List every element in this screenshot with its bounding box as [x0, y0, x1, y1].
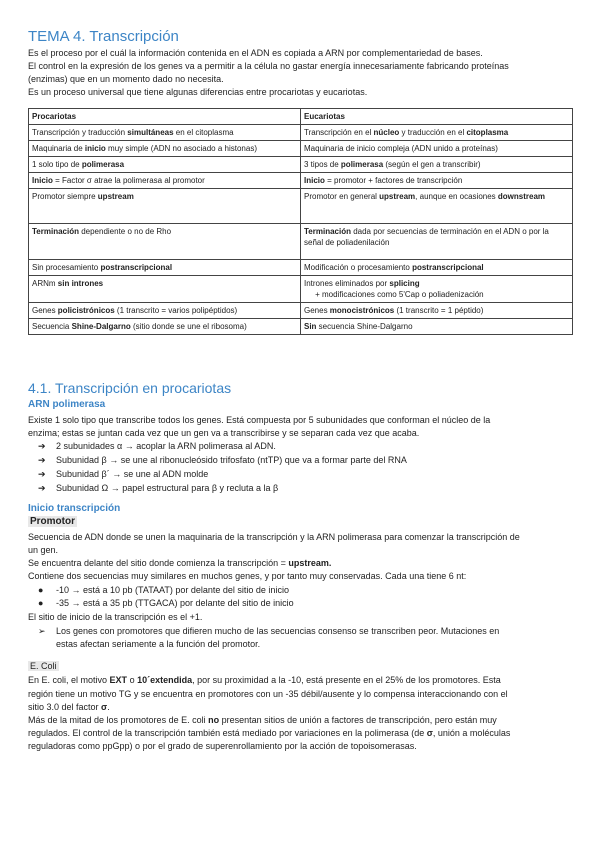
table-row: [29, 319, 573, 335]
table-row: [29, 260, 573, 276]
cell-procariotas: Inicio = Factor σ atrae la polimerasa al promotor: [29, 173, 301, 189]
intro-line-2: El control en la expresión de los genes va a permitir a la célula no gastar energía innecesariamente fabricando proteínas: [28, 61, 509, 71]
note-item: ➢ Los genes con promotores que difieren mucho de las secuencias consenso se transcriben peor. Mutaciones en: [38, 626, 500, 636]
cell-procariotas: Sin procesamiento postranscripcional: [29, 260, 301, 276]
cell-eucariotas: Intrones eliminados por splicing + modificaciones como 5'Cap o poliadenización: [301, 276, 573, 303]
arrow-bullet-icon: ➔: [38, 469, 46, 479]
cell-eucariotas: Promotor en general upstream, aunque en ocasiones downstream: [301, 189, 573, 224]
intro-line-3: (enzimas) que en un momento dado no necesita.: [28, 74, 224, 84]
table-row: [29, 125, 573, 141]
table-header-row: [29, 109, 573, 125]
cell-eucariotas: Transcripción en el núcleo y traducción en el citoplasma: [301, 125, 573, 141]
promotor-heading: Promotor: [30, 516, 75, 527]
arrow-bullet-icon: ➔: [38, 455, 46, 465]
intro-line-1: Es el proceso por el cuál la información contenida en el ADN es copiada a ARN por complementariedad de bases.: [28, 48, 483, 58]
note-item-continuation: estas afectan seriamente a la función del promotor.: [56, 639, 261, 649]
cell-procariotas: Genes policistrónicos (1 transcrito = varios polipéptidos): [29, 303, 301, 319]
cell-procariotas: 1 solo tipo de polimerasa: [29, 157, 301, 173]
promotor-line-3: Se encuentra delante del sitio donde comienza la transcripción = upstream.: [28, 558, 332, 568]
table-row: [29, 157, 573, 173]
list-item: ➔ Subunidad β → se une al ribonucleósido trifosfato (ntTP) que va a formar parte del RNA: [38, 455, 407, 465]
promotor-line-2: un gen.: [28, 545, 59, 555]
table-row: [29, 276, 573, 303]
arrow-bullet-icon: ➔: [38, 441, 46, 451]
cell-eucariotas: Genes monocistrónicos (1 transcrito = 1 péptido): [301, 303, 573, 319]
cell-eucariotas: Terminación dada por secuencias de terminación en el ADN o por la señal de poliadenilación: [301, 224, 573, 260]
ecoli-line-6: reguladoras como ppGpp) o por el grado de superenrollamiento por la acción de topoisomerasas.: [28, 741, 417, 751]
ecoli-heading: E. Coli: [30, 661, 57, 671]
cell-procariotas: Transcripción y traducción simultáneas en el citoplasma: [29, 125, 301, 141]
table-row: [29, 189, 573, 224]
table-row: [29, 141, 573, 157]
inicio-transcripcion-heading: Inicio transcripción: [28, 503, 121, 514]
list-item: ➔ 2 subunidades α → acoplar la ARN polimerasa al ADN.: [38, 441, 276, 451]
arrow-bullet-icon: ➔: [38, 483, 46, 493]
list-item: ➔ Subunidad β´ → se une al ADN molde: [38, 469, 209, 479]
sitio-inicio-line: El sitio de inicio de la transcripción es el +1.: [28, 612, 203, 622]
arn-paragraph-line-1: Existe 1 solo tipo que transcribe todos los genes. Está compuesta por 5 subunidades que conforman el núcleo de la: [28, 415, 491, 425]
header-eucariotas: Eucariotas: [301, 109, 573, 125]
promotor-line-1: Secuencia de ADN donde se unen la maquinaria de la transcripción y la ARN polimerasa para comenzar la transcripción de: [28, 532, 520, 542]
ecoli-line-4: Más de la mitad de los promotores de E. coli no presentan sitios de unión a factores de transcripción, pero están muy: [28, 715, 497, 725]
bullet-dot-icon: ●: [38, 585, 44, 595]
table-row: [29, 224, 573, 260]
header-procariotas: Procariotas: [29, 109, 301, 125]
cell-eucariotas: 3 tipos de polimerasa (según el gen a transcribir): [301, 157, 573, 173]
cell-eucariotas: Inicio = promotor + factores de transcripción: [301, 173, 573, 189]
ecoli-line-3: sitio 3.0 del factor σ.: [28, 702, 110, 712]
ecoli-line-2: región tiene un motivo TG y se encuentra en promotores con un -35 débil/ausente y lo compensa interaccionando con el: [28, 689, 508, 699]
cell-eucariotas: Modificación o procesamiento postranscripcional: [301, 260, 573, 276]
cell-eucariotas: Maquinaria de inicio compleja (ADN unido a proteínas): [301, 141, 573, 157]
cell-procariotas: Maquinaria de inicio muy simple (ADN no asociado a histonas): [29, 141, 301, 157]
cell-procariotas: Secuencia Shine-Dalgarno (sitio donde se une el ribosoma): [29, 319, 301, 335]
cell-procariotas: Terminación dependiente o no de Rho: [29, 224, 301, 260]
table-row: [29, 173, 573, 189]
table-row: [29, 303, 573, 319]
page-title: TEMA 4. Transcripción: [28, 28, 179, 45]
ecoli-line-1: En E. coli, el motivo EXT o 10´extendida, por su proximidad a la -10, está presente en el 25% de los promotores. Esta: [28, 675, 501, 685]
intro-line-4: Es un proceso universal que tiene algunas diferencias entre procariotas y eucariotas.: [28, 87, 368, 97]
comparison-table: [28, 108, 573, 335]
arn-paragraph-line-2: enzima; estas se juntan cada vez que un gen va a transcribirse y se separan cada vez que acaba.: [28, 428, 420, 438]
section-4-1-title: 4.1. Transcripción en procariotas: [28, 380, 232, 396]
promotor-line-4: Contiene dos secuencias muy similares en muchos genes, y por tanto muy conservadas. Cada una tiene 6 nt:: [28, 571, 467, 581]
cell-procariotas: Promotor siempre upstream: [29, 189, 301, 224]
list-item: ● -10 → está a 10 pb (TATAAT) por delante del sitio de inicio: [38, 585, 289, 595]
ecoli-line-5: regulados. El control de la transcripción también está mediado por variaciones en la polimerasa (de σ, unión a moléculas: [28, 728, 511, 738]
list-item: ● -35 → está a 35 pb (TTGACA) por delante del sitio de inicio: [38, 598, 294, 608]
cell-procariotas: ARNm sin intrones: [29, 276, 301, 303]
list-item: ➔ Subunidad Ω → papel estructural para β y recluta a la β: [38, 483, 279, 493]
arn-polimerasa-heading: ARN polimerasa: [28, 399, 106, 410]
arrowhead-bullet-icon: ➢: [38, 626, 46, 636]
cell-eucariotas: Sin secuencia Shine-Dalgarno: [301, 319, 573, 335]
bullet-dot-icon: ●: [38, 598, 44, 608]
